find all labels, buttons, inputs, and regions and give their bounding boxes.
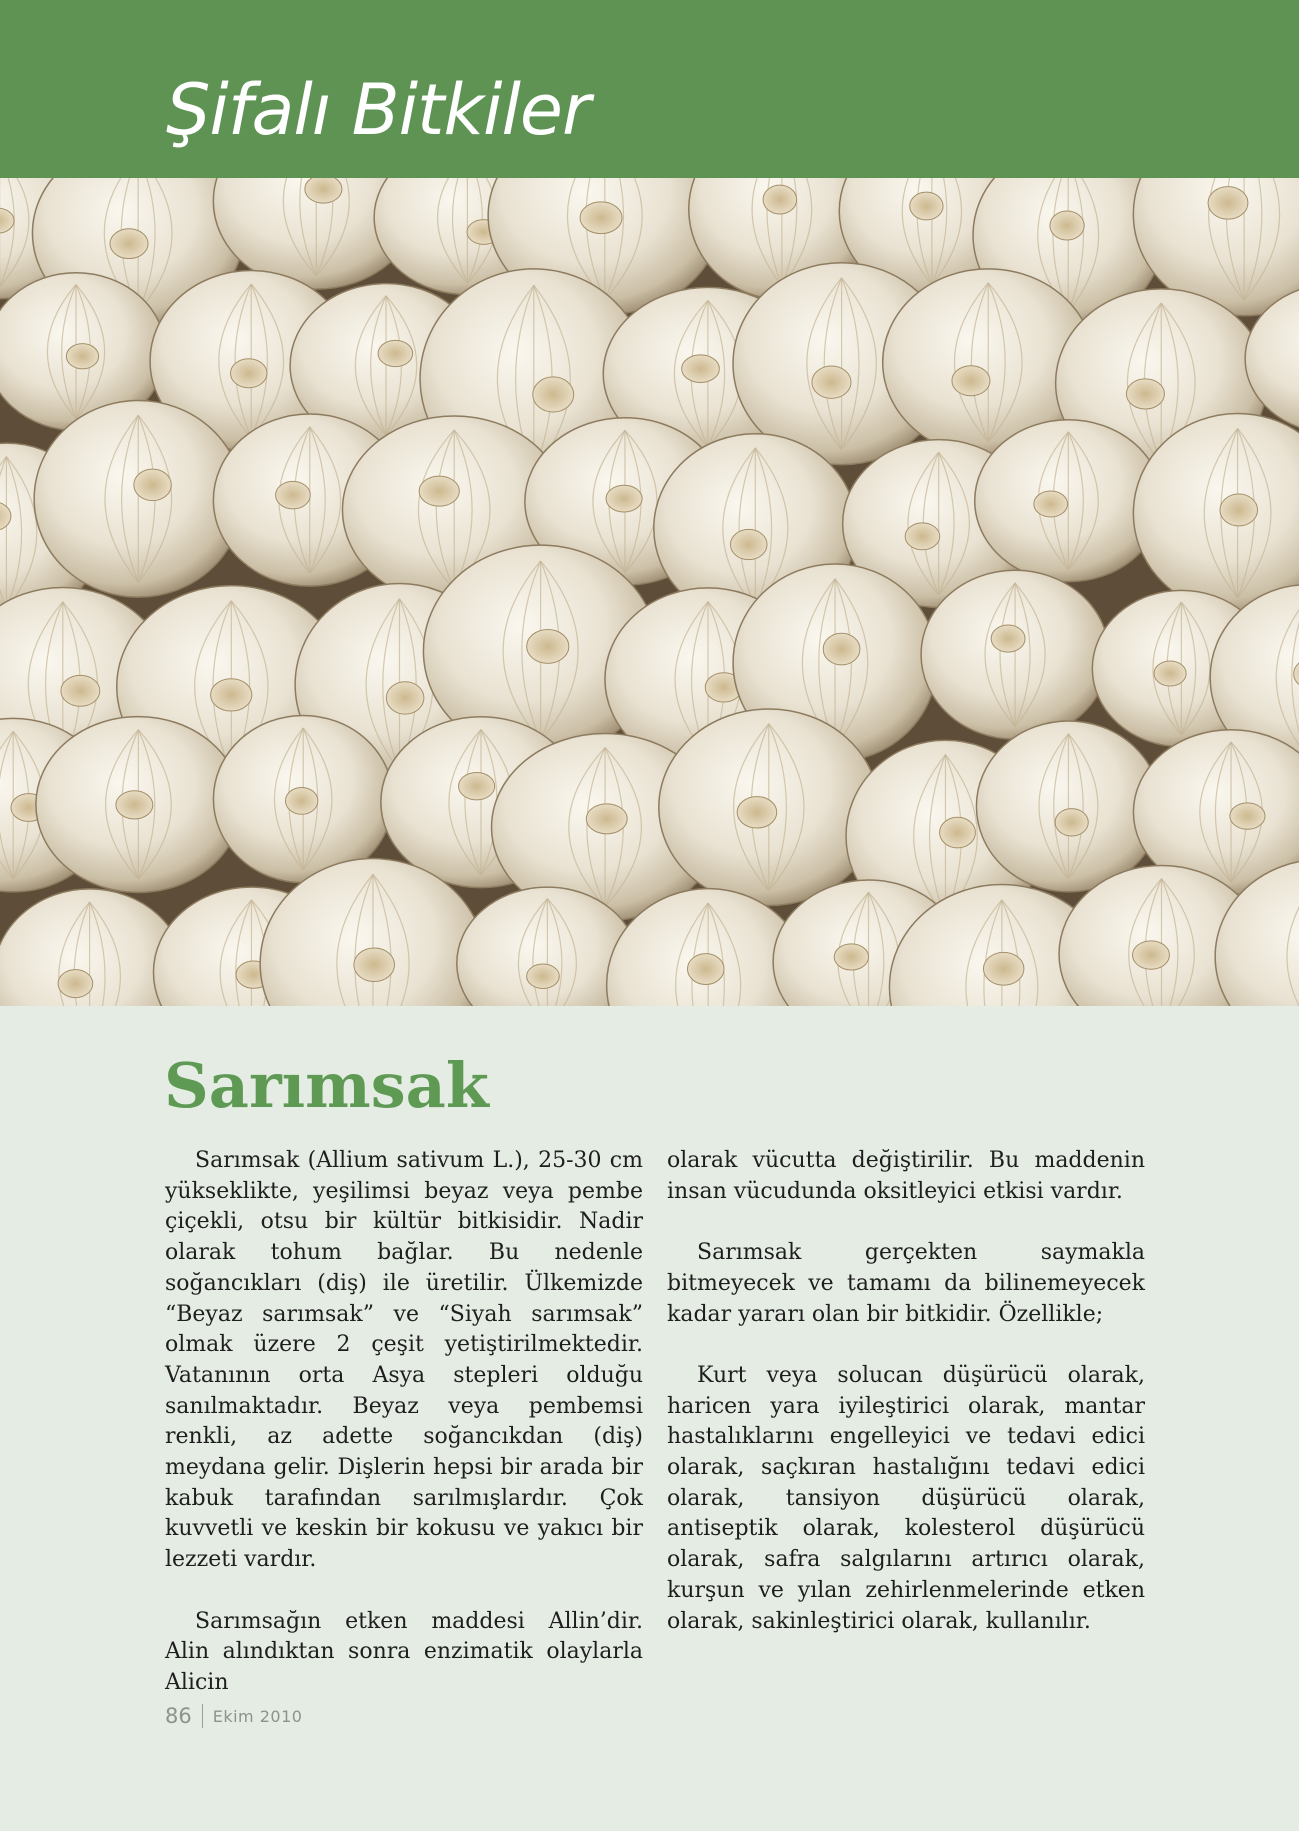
garlic-bulb <box>213 715 393 882</box>
garlic-bulb <box>34 400 242 597</box>
garlic-photo <box>0 178 1299 1006</box>
garlic-bulb <box>976 721 1160 892</box>
footer-divider <box>202 1704 203 1728</box>
garlic-bulb <box>36 717 241 893</box>
paragraph: Sarımsağın etken maddesi Allin’dir. Alin alındıktan sonra enzimatik olaylarla Alicin <box>165 1608 643 1695</box>
issue-date: Ekim 2010 <box>212 1706 303 1726</box>
page-footer <box>165 1704 302 1728</box>
paragraph: Sarımsak (Allium sativum L.), 25-30 cm yükseklikte, yeşilimsi beyaz veya pembe çiçekli, otsu bir kültür bitkisidir. Nadir olarak tohum bağlar. Bu nedenle soğancıkları (diş) ile üretilir. Ülkemizde “Beyaz sarımsak” ve “Siyah sarımsak” olmak üzere 2 çeşit yetiştirilmektedir. Vatanının orta Asya stepleri olduğu sanılmaktadır. Beyaz veya pembemsi renkli, az adette soğancıkdan (diş) meydana gelir. Dişlerin hepsi bir arada bir kabuk tarafından sarılmışlardır. Çok kuvvetli ve keskin bir kokusu ve yakıcı bir lezzeti vardır. <box>165 1148 643 1573</box>
article-left-column <box>165 1146 643 1729</box>
page-number: 86 <box>165 1704 192 1728</box>
section-title: Şifalı Bitkiler <box>166 69 590 151</box>
paragraph: Kurt veya solucan düşürücü olarak, haricen yara iyileştirici olarak, mantar hastalıklarını engelleyici ve tedavi edici olarak, saçkıran hastalığını tedavi edici olarak, tansiyon düşürücü olarak, antiseptik olarak, kolesterol düşürücü olarak, safra salgılarını artırıcı olarak, kurşun ve yılan zehirlenmelerinde etken olarak, sakinleştirici olarak, kullanılır. <box>667 1362 1145 1634</box>
article-right-column <box>667 1146 1145 1668</box>
paragraph: olarak vücutta değiştirilir. Bu maddenin insan vücudunda oksitleyici etkisi vardır. <box>667 1148 1145 1204</box>
garlic-bulb <box>659 709 879 906</box>
article-title: Sarımsak <box>164 1049 489 1122</box>
garlic-bulb <box>921 570 1109 739</box>
section-header-band <box>0 0 1299 178</box>
paragraph: Sarımsak gerçekten saymakla bitmeyecek ve tamamı da bilinemeyecek kadar yararı olan bir bitkidir. Özellikle; <box>667 1240 1145 1327</box>
